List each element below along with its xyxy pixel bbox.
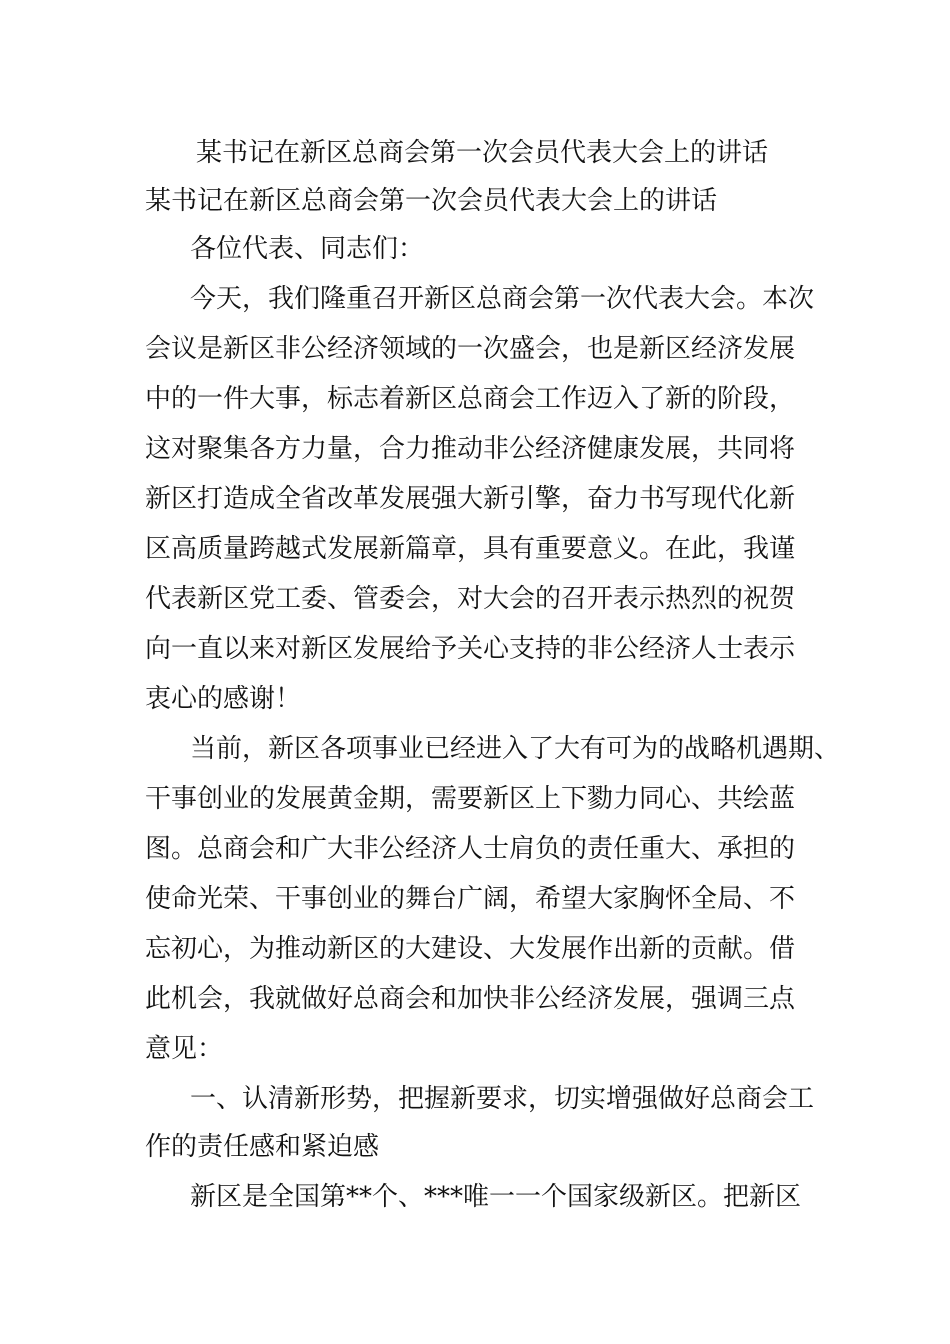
section-heading: 一、认清新形势，把握新要求，切实增强做好总商会工 (190, 1084, 815, 1114)
paragraph-line: 向一直以来对新区发展给予关心支持的非公经济人士表示 (145, 634, 796, 664)
paragraph-line: 新区是全国第**个、***唯一一个国家级新区。把新区 (190, 1182, 802, 1212)
paragraph-line: 此机会，我就做好总商会和加快非公经济发展，强调三点 (145, 984, 796, 1014)
paragraph-line: 使命光荣、干事创业的舞台广阔，希望大家胸怀全局、不 (145, 884, 796, 914)
paragraph-line: 干事创业的发展黄金期，需要新区上下勠力同心、共绘蓝 (145, 784, 796, 814)
paragraph-line: 代表新区党工委、管委会，对大会的召开表示热烈的祝贺 (145, 584, 796, 614)
paragraph-line: 这对聚集各方力量，合力推动非公经济健康发展，共同将 (145, 434, 796, 464)
paragraph-line: 图。总商会和广大非公经济人士肩负的责任重大、承担的 (145, 834, 796, 864)
paragraph-line: 会议是新区非公经济领域的一次盛会，也是新区经济发展 (145, 334, 796, 364)
salutation: 各位代表、同志们： (190, 234, 425, 264)
paragraph-line: 今天，我们隆重召开新区总商会第一次代表大会。本次 (190, 284, 815, 314)
paragraph-line: 当前，新区各项事业已经进入了大有可为的战略机遇期、 (190, 734, 841, 764)
document-subtitle: 某书记在新区总商会第一次会员代表大会上的讲话 (145, 186, 718, 216)
paragraph-line: 衷心的感谢！ (145, 684, 302, 714)
paragraph-line: 意见： (145, 1034, 224, 1064)
section-heading: 作的责任感和紧迫感 (145, 1132, 380, 1162)
document-title: 某书记在新区总商会第一次会员代表大会上的讲话 (196, 138, 769, 168)
paragraph-line: 中的一件大事，标志着新区总商会工作迈入了新的阶段， (145, 384, 796, 414)
paragraph-line: 忘初心，为推动新区的大建设、大发展作出新的贡献。借 (145, 934, 796, 964)
paragraph-line: 区高质量跨越式发展新篇章，具有重要意义。在此，我谨 (145, 534, 796, 564)
paragraph-line: 新区打造成全省改革发展强大新引擎，奋力书写现代化新 (145, 484, 796, 514)
